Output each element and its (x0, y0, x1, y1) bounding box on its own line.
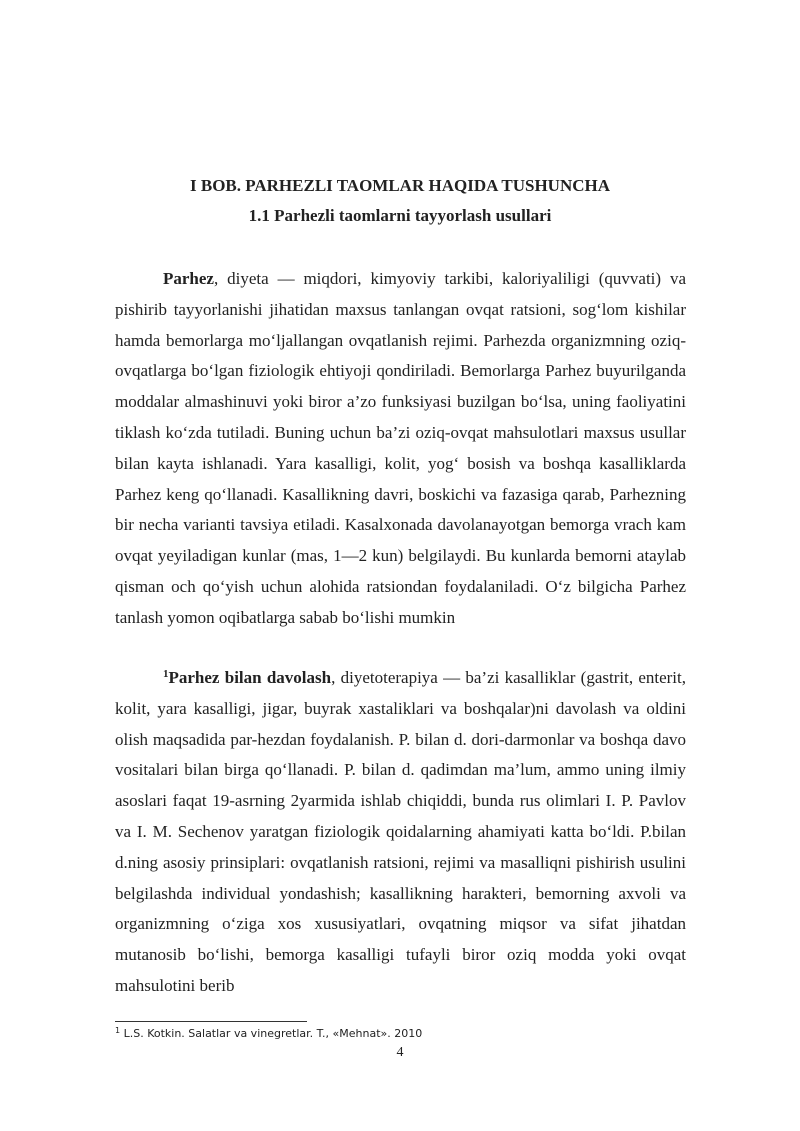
footnote-reference[interactable]: 1 (163, 668, 169, 680)
paragraph-parhez-davolash (115, 663, 686, 1002)
paragraph-parhez-text: , diyeta — miqdori, kimyoviy tarkibi, kaloriyaliligi (quvvati) va pishirib tayyorlanishi jihatidan maxsus tanlangan ovqat ratsioni, sog‘lom kishilar hamda bemorlarga mo‘ljallangan ovqatlanish rejimi. Parhezda organizmning oziq-ovqatlarga bo‘lgan fiziologik ehtiyoji qondiriladi. Bemorlarga Parhez buyurilganda moddalar almashinuvi yoki biror a’zo funksiyasi buzilgan bo‘lsa, uning faoliyatini tiklash ko‘zda tutiladi. Buning uchun ba’zi oziq-ovqat mahsulotlari maxsus usullar bilan kayta ishlanadi. Yara kasalligi, kolit, yog‘ bosish va boshqa kasalliklarda Parhez keng qo‘llanadi. Kasallikning davri, boskichi va fazasiga qarab, Parhezning bir necha varianti tavsiya etiladi. Kasalxonada davolanayotgan bemorga vrach kam ovqat yeyiladigan kunlar (mas, 1—2 kun) belgilaydi. Bu kunlarda bemorni ataylab qisman och qo‘yish uchun alohida ratsiondan foydalaniladi. O‘z bilgicha Parhez tanlash yomon oqibatlarga sabab bo‘lishi mumkin (115, 269, 686, 627)
term-parhez-davolash: Parhez bilan davolash (168, 668, 332, 687)
chapter-title: I BOB. PARHEZLI TAOMLAR HAQIDA TUSHUNCHA (189, 176, 611, 195)
footnote-marker: 1 (115, 1026, 121, 1035)
paragraph-parhez-davolash-text: , diyetoterapiya — ba’zi kasalliklar (gastrit, enterit, kolit, yara kasalligi, jigar, buyrak xastaliklari va boshqalar)ni davolash va oldini olish maqsadida par-hezdan foydalanish. P. bilan d. dori-darmonlar va boshqa davo vositalari bilan birga qo‘llanadi. P. bilan d. qadimdan ma’lum, ammo uning ilmiy asoslari faqat 19-asrning 2yarmida ishlab chiqiddi, bunda rus olimlari I. P. Pavlov va I. M. Sechenov yaratgan fiziologik qoidalarning ahamiyati katta bo‘ldi. P.bilan d.ning asosiy prinsiplari: ovqatlanish ratsioni, rejimi va masalliqni pishirish usulini belgilashda individual yondashish; kasallikning harakteri, bemorning axvoli va organizmning o‘ziga xos xususiyatlari, ovqatning miqsor va sifat jihatdan mutanosib bo‘lishi, bemorga kasalligi tufayli biror oziq modda yoki ovqat mahsulotini berib (115, 668, 686, 995)
section-title: 1.1 Parhezli taomlarni tayyorlash usullari (248, 206, 552, 225)
footnote-divider (115, 1021, 307, 1022)
page-number: 4 (396, 1045, 404, 1060)
footnote (115, 1027, 422, 1041)
footnote-text: L.S. Kotkin. Salatlar va vinegretlar. T., «Mehnat». 2010 (120, 1027, 423, 1040)
paragraph-parhez (115, 264, 686, 634)
term-parhez: Parhez (163, 269, 214, 288)
